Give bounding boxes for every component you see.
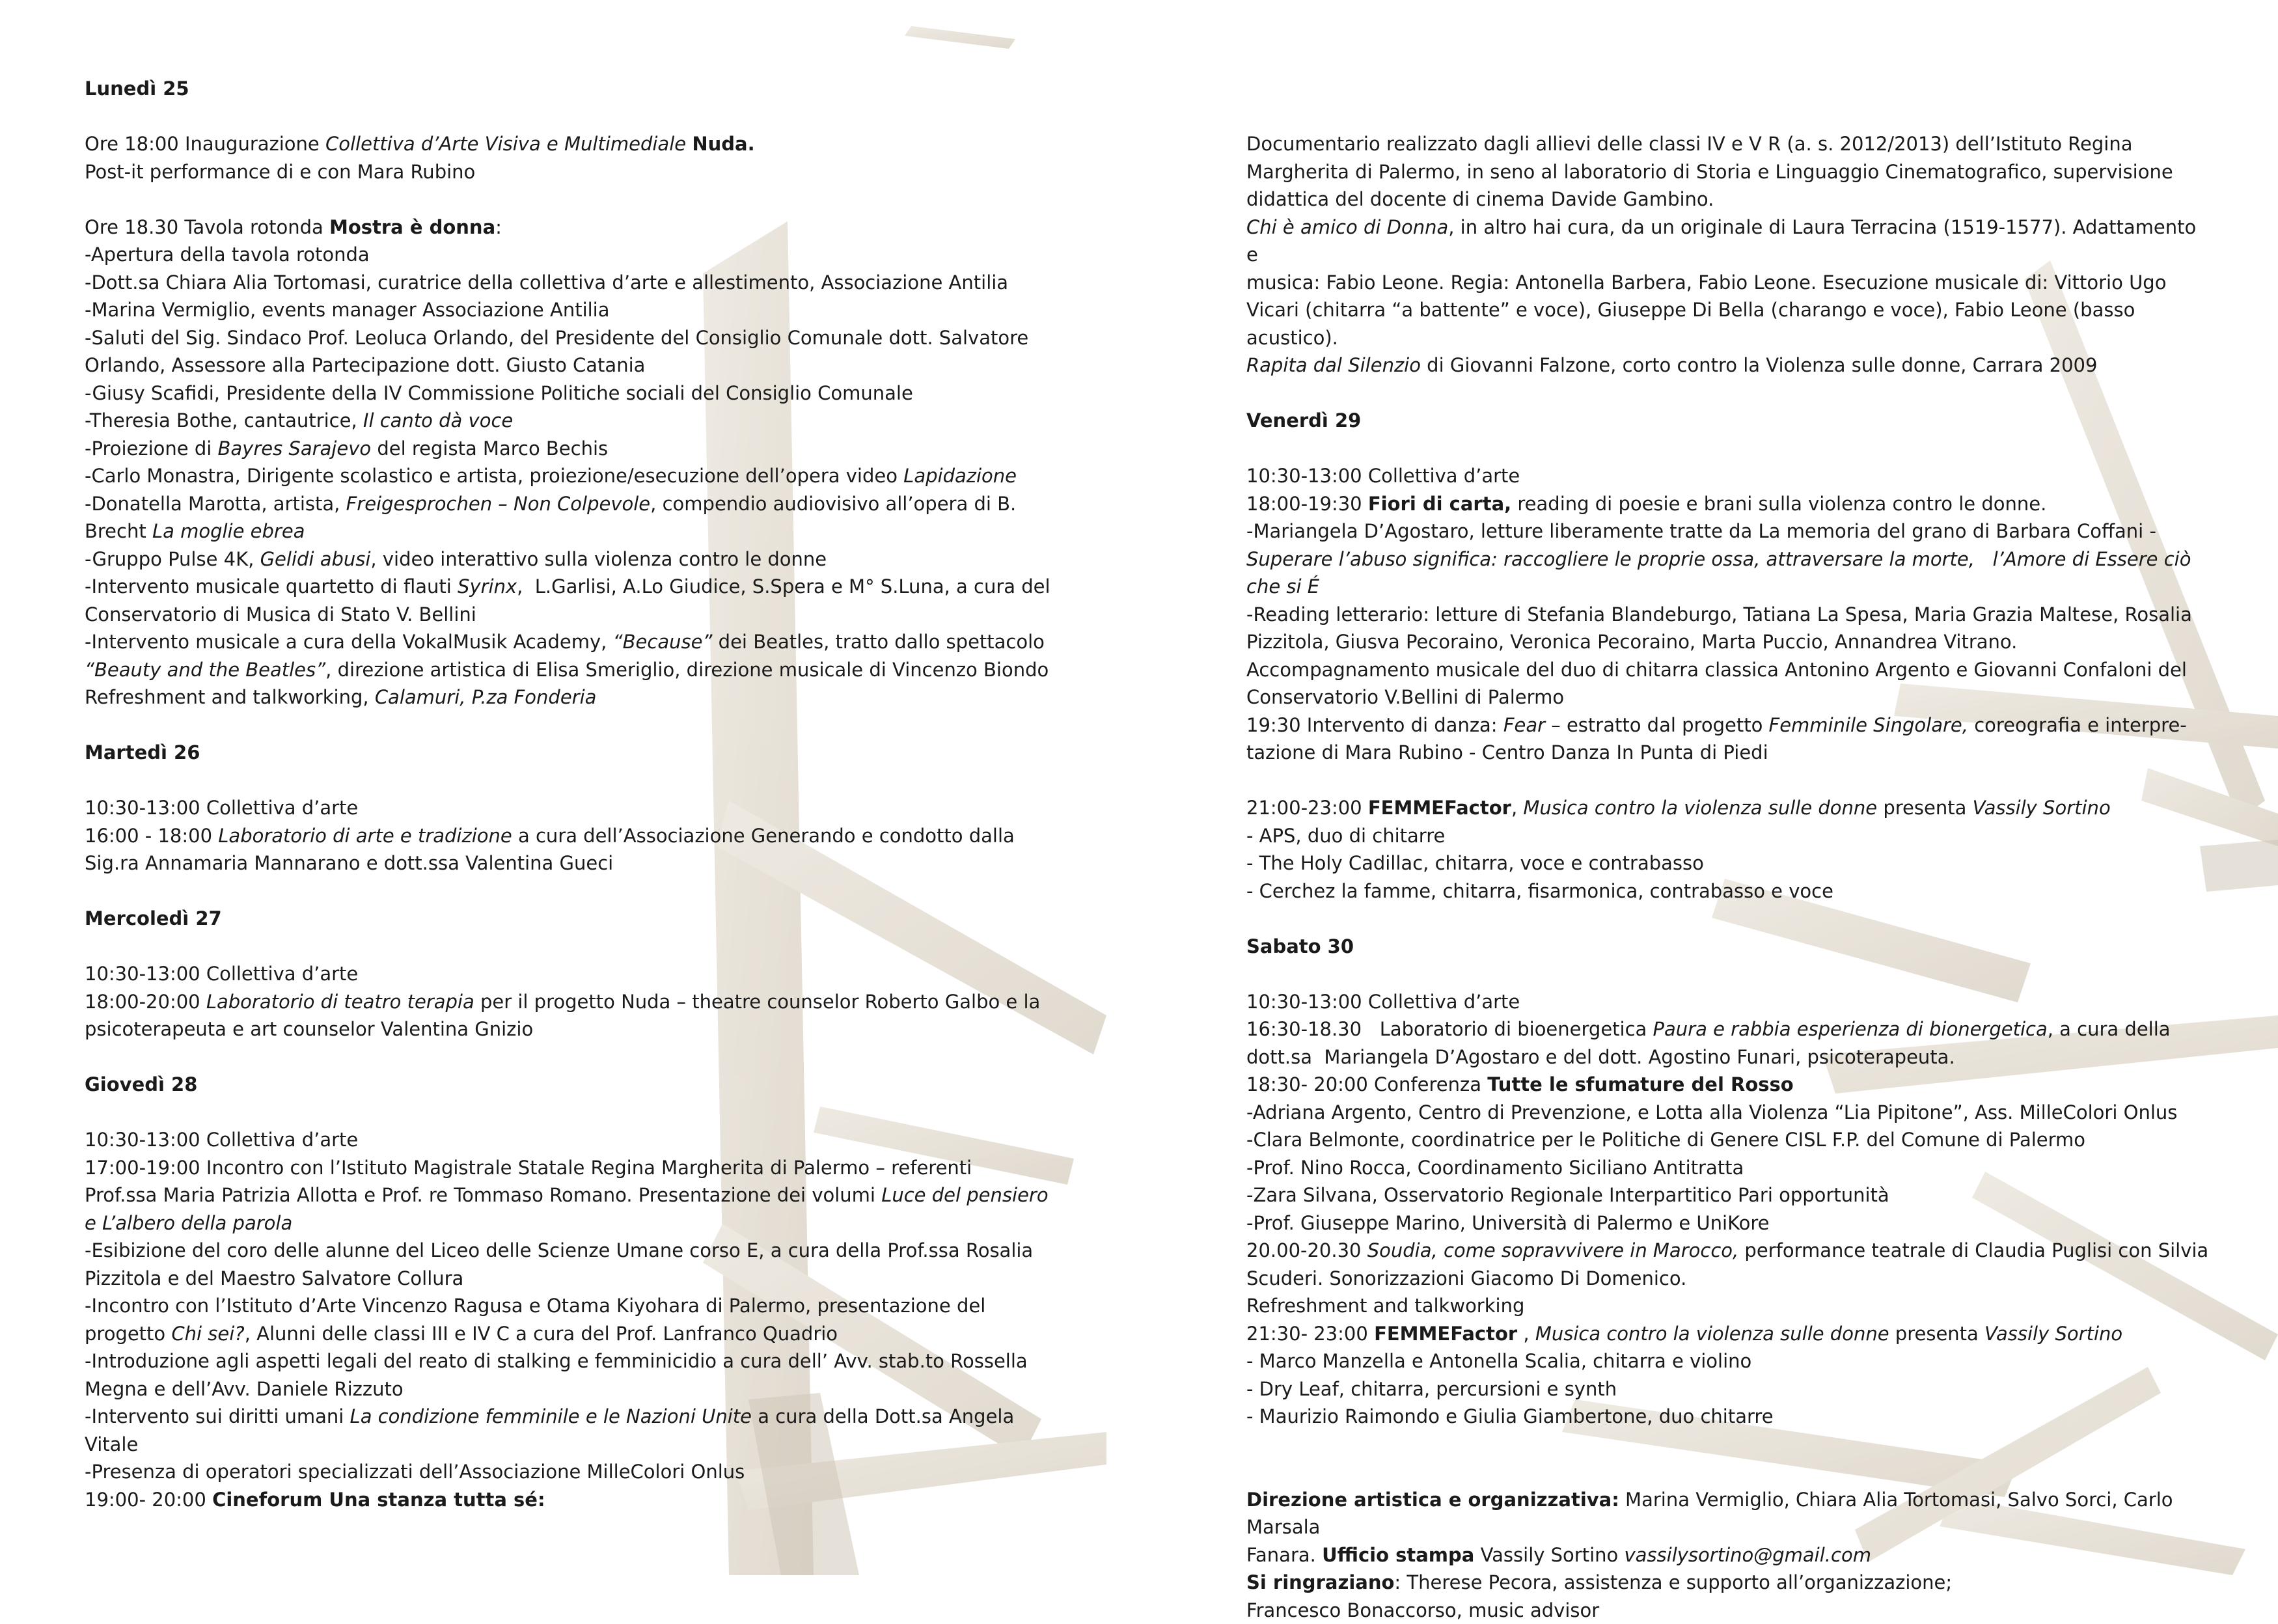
- italic-text: Chi è amico di Donna: [1246, 216, 1448, 238]
- program-line: [1246, 213, 2210, 269]
- text-segment: -Proiezione di: [85, 437, 218, 460]
- text-segment: -Carlo Monastra, Dirigente scolastico e artista, proiezione/esecuzione dell’opera video: [85, 465, 903, 487]
- program-line: [1246, 1099, 2210, 1127]
- italic-text: “Beauty and the Beatles”: [85, 659, 325, 681]
- italic-text: “Because”: [613, 631, 713, 653]
- text-segment: Pizzitola e del Maestro Salvatore Collura: [85, 1267, 463, 1289]
- text-segment: 10:30-13:00 Collettiva d’arte: [85, 797, 358, 819]
- program-line: [1246, 794, 2210, 822]
- text-segment: 10:30-13:00 Collettiva d’arte: [1246, 465, 1520, 487]
- text-segment: Refreshment and talkworking,: [85, 686, 375, 708]
- text-segment: -Prof. Nino Rocca, Coordinamento Siciliano Antitratta: [1246, 1157, 1744, 1179]
- text-segment: 19:00- 20:00: [85, 1489, 212, 1511]
- bold-text: Nuda.: [692, 133, 754, 155]
- bold-text: FEMMEFactor: [1374, 1323, 1517, 1345]
- italic-text: Laboratorio di arte e tradizione: [218, 825, 512, 847]
- program-line: [85, 656, 1106, 684]
- program-line: [1246, 683, 2210, 711]
- spacer: [1246, 1458, 2210, 1486]
- program-line: [1246, 1209, 2210, 1237]
- program-line: [85, 1015, 1106, 1043]
- text-segment: Accompagnamento musicale del duo di chitarra classica Antonino Argento e Giovanni Confaloni del: [1246, 659, 2187, 681]
- program-line: [1246, 296, 2210, 324]
- program-line: [1246, 517, 2210, 545]
- text-segment: 18:00-20:00: [85, 991, 206, 1013]
- italic-text: vassilysortino@gmail.com: [1625, 1544, 1871, 1566]
- text-segment: -Intervento musicale a cura della VokalMusik Academy,: [85, 631, 613, 653]
- text-segment: ,: [1517, 1323, 1535, 1345]
- program-line: [85, 241, 1106, 269]
- program-line: [85, 849, 1106, 877]
- text-segment: -Reading letterario: letture di Stefania Blandeburgo, Tatiana La Spesa, Maria Grazia Maltese, Rosalia: [1246, 603, 2192, 626]
- text-segment: -Presenza di operatori specializzati dell’Associazione MilleColori Onlus: [85, 1461, 745, 1483]
- text-segment: - Dry Leaf, chitarra, percursioni e synth: [1246, 1378, 1617, 1400]
- program-line: [1246, 1541, 2210, 1569]
- text-segment: , direzione artistica di Elisa Smeriglio, direzione musicale di Vincenzo Biondo: [325, 659, 1049, 681]
- day-heading: Lunedì 25: [85, 75, 1106, 103]
- program-line: [85, 573, 1106, 601]
- program-line: [85, 517, 1106, 545]
- spacer: [1246, 435, 2210, 463]
- program-line: [1246, 1403, 2210, 1431]
- text-segment: -Donatella Marotta, artista,: [85, 493, 346, 515]
- text-segment: -Dott.sa Chiara Alia Tortomasi, curatrice della collettiva d’arte e allestimento, Associazione Antilia: [85, 271, 1008, 294]
- text-segment: - APS, duo di chitarre: [1246, 825, 1445, 847]
- text-segment: , L.Garlisi, A.Lo Giudice, S.Spera e M° S.Luna, a cura del: [517, 575, 1050, 598]
- text-segment: -Prof. Giuseppe Marino, Università di Palermo e UniKore: [1246, 1212, 1770, 1234]
- text-segment: per il progetto Nuda – theatre counselor Roberto Galbo e la: [474, 991, 1041, 1013]
- text-segment: -Apertura della tavola rotonda: [85, 243, 370, 266]
- text-segment: [686, 133, 692, 155]
- text-segment: :: [495, 216, 502, 238]
- text-segment: - Maurizio Raimondo e Giulia Giambertone, duo chitarre: [1246, 1405, 1774, 1427]
- program-line: [85, 130, 1106, 158]
- spacer: [1246, 905, 2210, 933]
- program-line: [85, 822, 1106, 850]
- italic-text: Fear: [1503, 714, 1545, 736]
- italic-text: Lapidazione: [903, 465, 1017, 487]
- spacer: [85, 767, 1106, 795]
- program-line: [1246, 490, 2210, 518]
- program-line: [1246, 711, 2210, 739]
- text-segment: Post-it performance di e con Mara Rubino: [85, 161, 475, 183]
- italic-text: Musica contro la violenza sulle donne: [1535, 1323, 1889, 1345]
- spacer: [85, 103, 1106, 131]
- program-line: [85, 960, 1106, 988]
- text-segment: performance teatrale di Claudia Puglisi con Silvia: [1738, 1239, 2208, 1261]
- program-line: [1246, 351, 2210, 379]
- program-line: [1246, 1265, 2210, 1293]
- text-segment: Conservatorio V.Bellini di Palermo: [1246, 686, 1564, 708]
- program-line: [85, 628, 1106, 656]
- text-segment: tazione di Mara Rubino - Centro Danza In Punta di Piedi: [1246, 741, 1768, 764]
- text-segment: -Introduzione agli aspetti legali del reato di stalking e femminicidio a cura dell’ Avv. stab.to Rossella: [85, 1350, 1028, 1372]
- italic-text: Vassily Sortino: [1984, 1323, 2122, 1345]
- spacer: [1246, 767, 2210, 795]
- spacer: [85, 877, 1106, 905]
- program-line: [85, 794, 1106, 822]
- day-heading: Sabato 30: [1246, 933, 2210, 961]
- program-line: [1246, 1071, 2210, 1099]
- bold-text: Mostra è donna: [329, 216, 495, 238]
- bold-text: FEMMEFactor: [1368, 797, 1511, 819]
- text-segment: dott.sa Mariangela D’Agostaro e del dott. Agostino Funari, psicoterapeuta.: [1246, 1046, 1955, 1068]
- spacer: [1246, 379, 2210, 407]
- bold-text: Si ringraziano: [1246, 1571, 1394, 1593]
- right-column: [1246, 130, 2210, 1624]
- text-segment: Vicari (chitarra “a battente” e voce), Giuseppe Di Bella (charango e voce), Fabio Leone (basso: [1246, 299, 2135, 321]
- program-line: [1246, 1237, 2210, 1265]
- text-segment: presenta: [1889, 1323, 1984, 1345]
- text-segment: progetto: [85, 1323, 171, 1345]
- bold-text: Cineforum Una stanza tutta sé:: [212, 1489, 545, 1511]
- program-line: [1246, 877, 2210, 905]
- italic-text: Luce del pensiero: [881, 1184, 1048, 1206]
- text-segment: musica: Fabio Leone. Regia: Antonella Barbera, Fabio Leone. Esecuzione musicale di: Vittorio Ugo: [1246, 271, 2166, 294]
- text-segment: Documentario realizzato dagli allievi delle classi IV e V R (a. s. 2012/2013) dell’Istituto Regina: [1246, 133, 2132, 155]
- program-line: [85, 213, 1106, 241]
- program-line: [1246, 822, 2210, 850]
- text-segment: 18:00-19:30: [1246, 493, 1368, 515]
- italic-text: Syrinx: [458, 575, 517, 598]
- text-segment: -Theresia Bothe, cantautrice,: [85, 409, 363, 432]
- text-segment: -Saluti del Sig. Sindaco Prof. Leoluca Orlando, del Presidente del Consiglio Comunale dott. Salvatore: [85, 327, 1028, 349]
- text-segment: – estratto dal progetto: [1545, 714, 1769, 736]
- program-line: [1246, 324, 2210, 352]
- text-segment: Sig.ra Annamaria Mannarano e dott.ssa Valentina Gueci: [85, 852, 613, 874]
- program-line: [1246, 1292, 2210, 1320]
- spacer: [1246, 1431, 2210, 1459]
- italic-text: e L’albero della parola: [85, 1212, 292, 1234]
- day-heading: Venerdì 29: [1246, 407, 2210, 435]
- text-segment: Francesco Bonaccorso, music advisor: [1246, 1599, 1599, 1621]
- program-line: [1246, 1126, 2210, 1154]
- spacer: [85, 1099, 1106, 1127]
- text-segment: Ore 18:00 Inaugurazione: [85, 133, 325, 155]
- italic-text: La moglie ebrea: [152, 520, 305, 542]
- program-line: [85, 490, 1106, 518]
- program-line: [1246, 849, 2210, 877]
- program-line: [85, 462, 1106, 490]
- program-line: [85, 1292, 1106, 1320]
- text-segment: 16:30-18.30 Laboratorio di bioenergetica: [1246, 1018, 1653, 1040]
- program-line: [1246, 545, 2210, 601]
- italic-text: La condizione femminile e le Nazioni Unite: [350, 1405, 752, 1427]
- text-segment: dei Beatles, tratto dallo spettacolo: [712, 631, 1044, 653]
- text-segment: -Mariangela D’Agostaro, letture liberamente tratte da La memoria del grano di Barbara Coffani -: [1246, 520, 2156, 542]
- text-segment: Vassily Sortino: [1474, 1544, 1624, 1566]
- text-segment: Brecht: [85, 520, 152, 542]
- program-line: [85, 1458, 1106, 1486]
- text-segment: -Intervento sui diritti umani: [85, 1405, 350, 1427]
- text-segment: : Therese Pecora, assistenza e supporto all’organizzazione;: [1394, 1571, 1952, 1593]
- text-segment: 19:30 Intervento di danza:: [1246, 714, 1503, 736]
- program-line: [1246, 1569, 2210, 1597]
- program-line: [85, 1431, 1106, 1459]
- text-segment: 21:00-23:00: [1246, 797, 1368, 819]
- text-segment: -Adriana Argento, Centro di Prevenzione, e Lotta alla Violenza “Lia Pipitone”, Ass. MilleColori Onlus: [1246, 1101, 2177, 1123]
- text-segment: a cura dell’Associazione Generando e condotto dalla: [512, 825, 1015, 847]
- text-segment: Refreshment and talkworking: [1246, 1295, 1524, 1317]
- text-segment: ,: [1511, 797, 1523, 819]
- program-line: [1246, 656, 2210, 684]
- text-segment: coreografia e interpre-: [1968, 714, 2187, 736]
- program-line: [85, 158, 1106, 186]
- text-segment: -Clara Belmonte, coordinatrice per le Politiche di Genere CISL F.P. del Comune di Palermo: [1246, 1129, 2085, 1151]
- italic-text: Soudia, come sopravvivere in Marocco,: [1367, 1239, 1738, 1261]
- text-segment: Pizzitola, Giusva Pecoraino, Veronica Pecoraino, Marta Puccio, Annandrea Vitrano.: [1246, 631, 2017, 653]
- program-line: [1246, 739, 2210, 767]
- program-line: [1246, 1597, 2210, 1624]
- program-line: [1246, 1043, 2210, 1071]
- program-line: [85, 1347, 1106, 1375]
- program-line: [85, 379, 1106, 407]
- text-segment: 10:30-13:00 Collettiva d’arte: [85, 963, 358, 985]
- program-line: [85, 1320, 1106, 1348]
- spacer: [85, 186, 1106, 213]
- spacer: [85, 1043, 1106, 1071]
- program-line: [85, 601, 1106, 629]
- text-segment: , video interattivo sulla violenza contro le donne: [370, 548, 827, 570]
- italic-text: Musica contro la violenza sulle donne: [1523, 797, 1877, 819]
- text-segment: psicoterapeuta e art counselor Valentina Gnizio: [85, 1018, 533, 1040]
- program-line: [85, 351, 1106, 379]
- text-segment: Conservatorio di Musica di Stato V. Bellini: [85, 603, 476, 626]
- program-line: [85, 296, 1106, 324]
- program-line: [1246, 1375, 2210, 1403]
- text-segment: - Cerchez la famme, chitarra, fisarmonica, contrabasso e voce: [1246, 880, 1833, 902]
- text-segment: 16:00 - 18:00: [85, 825, 218, 847]
- text-segment: -Marina Vermiglio, events manager Associazione Antilia: [85, 299, 610, 321]
- bold-text: Tutte le sfumature del Rosso: [1487, 1073, 1794, 1095]
- program-line: [1246, 1154, 2210, 1182]
- program-line: [1246, 1181, 2210, 1209]
- text-segment: -Esibizione del coro delle alunne del Liceo delle Scienze Umane corso E, a cura della Prof.ssa Rosalia: [85, 1239, 1033, 1261]
- text-segment: -Gruppo Pulse 4K,: [85, 548, 260, 570]
- program-line: [85, 1486, 1106, 1514]
- text-segment: -Intervento musicale quartetto di flauti: [85, 575, 458, 598]
- spacer: [85, 711, 1106, 739]
- program-line: [85, 545, 1106, 573]
- text-segment: , a cura della: [2048, 1018, 2171, 1040]
- italic-text: Freigesprochen – Non Colpevole: [346, 493, 651, 515]
- bold-text: Fiori di carta,: [1368, 493, 1511, 515]
- bold-text: Direzione artistica e organizzativa:: [1246, 1489, 1619, 1511]
- program-line: [85, 1375, 1106, 1403]
- text-segment: - Marco Manzella e Antonella Scalia, chitarra e violino: [1246, 1350, 1751, 1372]
- text-segment: -Giusy Scafidi, Presidente della IV Commissione Politiche sociali del Consiglio Comunale: [85, 382, 913, 404]
- text-segment: acustico).: [1246, 327, 1338, 349]
- text-segment: Fanara.: [1246, 1544, 1322, 1566]
- program-line: [85, 1209, 1106, 1237]
- text-segment: , Alunni delle classi III e IV C a cura del Prof. Lanfranco Quadrio: [245, 1323, 838, 1345]
- program-line: [1246, 186, 2210, 213]
- text-segment: Scuderi. Sonorizzazioni Giacomo Di Domenico.: [1246, 1267, 1686, 1289]
- program-line: [1246, 1486, 2210, 1541]
- program-line: [85, 407, 1106, 435]
- italic-text: Femminile Singolare,: [1769, 714, 1968, 736]
- program-line: [85, 1154, 1106, 1182]
- text-segment: Marina Vermiglio, Chiara Alia Tortomasi, Salvo Sorci, Carlo Marsala: [1246, 1489, 2179, 1539]
- program-line: [85, 269, 1106, 297]
- text-segment: 10:30-13:00 Collettiva d’arte: [1246, 991, 1520, 1013]
- program-line: [85, 324, 1106, 352]
- bold-text: Ufficio stampa: [1322, 1544, 1474, 1566]
- program-line: [1246, 1347, 2210, 1375]
- italic-text: Gelidi abusi: [260, 548, 371, 570]
- program-line: [1246, 628, 2210, 656]
- text-segment: Megna e dell’Avv. Daniele Rizzuto: [85, 1378, 404, 1400]
- text-segment: , compendio audiovisivo all’opera di B.: [650, 493, 1016, 515]
- left-column: [85, 75, 1106, 1513]
- text-segment: , in altro hai cura, da un originale di Laura Terracina (1519-1577). Adattamento e: [1246, 216, 2202, 266]
- text-segment: -Zara Silvana, Osservatorio Regionale Interpartitico Pari opportunità: [1246, 1184, 1889, 1206]
- text-segment: 18:30- 20:00 Conferenza: [1246, 1073, 1487, 1095]
- text-segment: di Giovanni Falzone, corto contro la Violenza sulle donne, Carrara 2009: [1421, 354, 2097, 376]
- program-line: [85, 988, 1106, 1016]
- text-segment: didattica del docente di cinema Davide Gambino.: [1246, 188, 1714, 210]
- text-segment: - The Holy Cadillac, chitarra, voce e contrabasso: [1246, 852, 1704, 874]
- program-line: [1246, 1320, 2210, 1348]
- program-line: [85, 1181, 1106, 1209]
- program-line: [1246, 462, 2210, 490]
- program-line: [1246, 130, 2210, 158]
- program-line: [85, 1403, 1106, 1431]
- italic-text: Rapita dal Silenzio: [1246, 354, 1421, 376]
- day-heading: Mercoledì 27: [85, 905, 1106, 933]
- spacer: [85, 933, 1106, 961]
- program-line: [1246, 601, 2210, 629]
- program-line: [1246, 158, 2210, 186]
- text-segment: Margherita di Palermo, in seno al laboratorio di Storia e Linguaggio Cinematografico, supervisione: [1246, 161, 2173, 183]
- italic-text: Vassily Sortino: [1973, 797, 2111, 819]
- text-segment: del regista Marco Bechis: [371, 437, 608, 460]
- text-segment: Orlando, Assessore alla Partecipazione dott. Giusto Catania: [85, 354, 645, 376]
- italic-text: Collettiva d’Arte Visiva e Multimediale: [325, 133, 686, 155]
- program-line: [85, 1237, 1106, 1265]
- italic-text: Superare l’abuso significa: raccogliere le proprie ossa, attraversare la morte, l’Amore di Essere ciò che si É: [1246, 548, 2197, 598]
- day-heading: Giovedì 28: [85, 1071, 1106, 1099]
- program-line: [85, 435, 1106, 463]
- program-line: [85, 1265, 1106, 1293]
- text-segment: 17:00-19:00 Incontro con l’Istituto Magistrale Statale Regina Margherita di Palermo – referenti: [85, 1157, 972, 1179]
- text-segment: presenta: [1877, 797, 1972, 819]
- italic-text: Bayres Sarajevo: [218, 437, 372, 460]
- text-segment: 21:30- 23:00: [1246, 1323, 1374, 1345]
- spacer: [1246, 960, 2210, 988]
- italic-text: Laboratorio di teatro terapia: [206, 991, 474, 1013]
- italic-text: Calamuri, P.za Fonderia: [375, 686, 597, 708]
- italic-text: Il canto dà voce: [363, 409, 513, 432]
- italic-text: Paura e rabbia esperienza di bionergetica: [1653, 1018, 2048, 1040]
- text-segment: Vitale: [85, 1433, 138, 1455]
- program-line: [1246, 269, 2210, 297]
- text-segment: 10:30-13:00 Collettiva d’arte: [85, 1129, 358, 1151]
- text-segment: reading di poesie e brani sulla violenza contro le donne.: [1511, 493, 2046, 515]
- program-line: [1246, 1015, 2210, 1043]
- program-line: [1246, 988, 2210, 1016]
- program-line: [85, 683, 1106, 711]
- text-segment: 20.00-20.30: [1246, 1239, 1367, 1261]
- text-segment: Prof.ssa Maria Patrizia Allotta e Prof. re Tommaso Romano. Presentazione dei volumi: [85, 1184, 881, 1206]
- text-segment: -Incontro con l’Istituto d’Arte Vincenzo Ragusa e Otama Kiyohara di Palermo, presentazione del: [85, 1295, 985, 1317]
- text-segment: Ore 18.30 Tavola rotonda: [85, 216, 329, 238]
- text-segment: a cura della Dott.sa Angela: [752, 1405, 1014, 1427]
- program-line: [85, 1126, 1106, 1154]
- day-heading: Martedì 26: [85, 739, 1106, 767]
- italic-text: Chi sei?: [171, 1323, 244, 1345]
